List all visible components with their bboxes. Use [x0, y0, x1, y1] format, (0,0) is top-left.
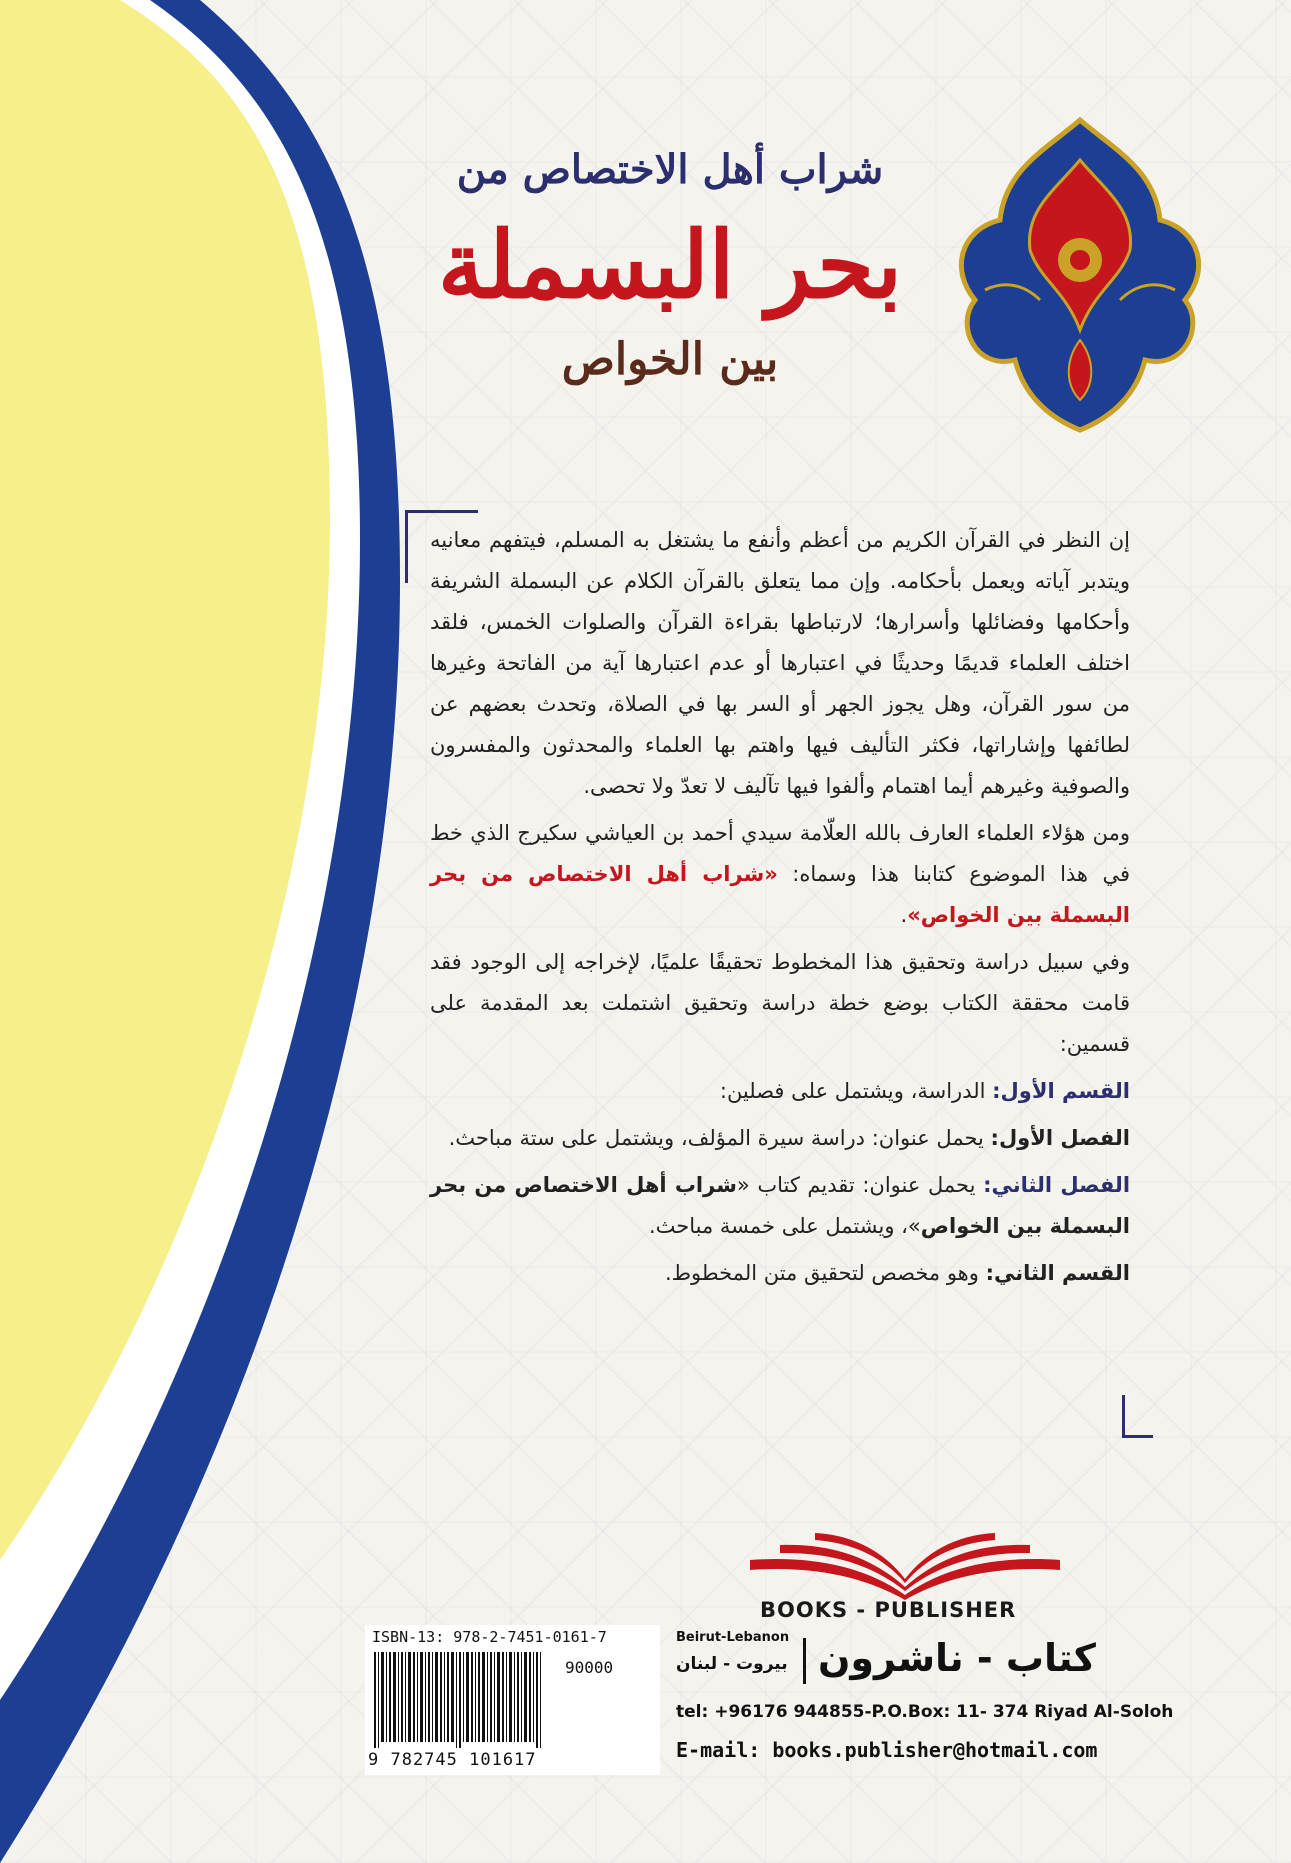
- section-2-text: وهو مخصص لتحقيق متن المخطوط.: [664, 1261, 986, 1285]
- barcode-number: 9 782745 101617: [368, 1750, 537, 1770]
- chapter-2-item: [430, 1165, 1130, 1247]
- title-line-3: بين الخواص: [561, 334, 779, 385]
- chapter-2-text-b: »، ويشتمل على خمسة مباحث.: [648, 1214, 921, 1238]
- section-2-label: القسم الثاني:: [985, 1261, 1130, 1285]
- section-1-label: القسم الأول:: [992, 1079, 1130, 1103]
- chapter-1-item: [430, 1118, 1130, 1159]
- floral-ornament-icon: [945, 110, 1215, 440]
- text-frame-corner-bottom: [1122, 1395, 1153, 1438]
- blurb-text: [430, 520, 1130, 1300]
- title-line-1: شراب أهل الاختصاص من: [456, 146, 884, 193]
- blurb-paragraph-2-text: ومن هؤلاء العلماء العارف بالله العلّامة سيدي أحمد بن العياشي سكيرج الذي خط في هذا الموضوع كتابنا هذا وسماه:: [430, 821, 1131, 886]
- barcode-icon: [372, 1648, 552, 1748]
- chapter-2-label: الفصل الثاني:: [983, 1173, 1131, 1197]
- chapter-2-title: شراب أهل الاختصاص من بحر البسملة بين الخواص: [430, 1173, 1130, 1238]
- isbn-label: ISBN-13: 978-2-7451-0161-7: [372, 1628, 607, 1646]
- publisher-name-ar: كتاب - ناشرون: [818, 1636, 1096, 1680]
- publisher-name-en: BOOKS - PUBLISHER: [760, 1598, 1017, 1622]
- section-1-item: [430, 1071, 1130, 1112]
- publisher-city-ar: بيروت - لبنان: [676, 1654, 788, 1674]
- blurb-paragraph-2-end: .: [900, 903, 908, 927]
- section-2-item: [430, 1253, 1130, 1294]
- blurb-paragraph-3: وفي سبيل دراسة وتحقيق هذا المخطوط تحقيقًا علميًا، لإخراجه إلى الوجود فقد قامت محققة الكتاب بوضع خطة دراسة وتحقيق اشتملت بعد المقدمة على قسمين:: [430, 950, 1130, 1056]
- chapter-1-label: الفصل الأول:: [990, 1126, 1130, 1150]
- price-code: 90000: [565, 1658, 614, 1677]
- publisher-separator: [803, 1638, 806, 1684]
- section-1-text: الدراسة، ويشتمل على فصلين:: [719, 1079, 993, 1103]
- book-title-quote: «شراب أهل الاختصاص من بحر البسملة بين الخواص»: [430, 862, 1130, 927]
- publisher-phone: tel: +96176 944855-P.O.Box: 11- 374 Riyad Al-Soloh: [676, 1702, 1174, 1722]
- blurb-paragraph-2: [430, 813, 1130, 936]
- publisher-email: E-mail: books.publisher@hotmail.com: [676, 1738, 1098, 1762]
- book-title: [420, 140, 920, 390]
- chapter-2-text-a: يحمل عنوان: تقديم كتاب «: [736, 1173, 984, 1197]
- open-book-logo-icon: [740, 1525, 1070, 1600]
- blurb-paragraph-1: إن النظر في القرآن الكريم من أعظم وأنفع ما يشتغل به المسلم، فيتفهم معانيه ويتدبر آياته ويعمل بأحكامه. وإن مما يتعلق بالقرآن الكلام عن البسملة الشريفة وأحكامها وفضائلها وأسرارها؛ لارتباطها بقراءة القرآن والصلوات الخمس، فلقد اختلف العلماء قديمًا وحديثًا في اعتبارها أو عدم اعتبارها آية من الفاتحة وغيرها من سور القرآن، وهل يجوز الجهر أو السر بها في الصلاة، وتحدث بعضهم عن لطائفها وإشاراتها، فكثر التأليف فيها واهتم بها العلماء والمحدثون والمفسرون والصوفية وغيرهم أيما اهتمام وألفوا فيها تآليف لا تعدّ ولا تحصى.: [430, 528, 1130, 798]
- chapter-1-text: يحمل عنوان: دراسة سيرة المؤلف، ويشتمل على ستة مباحث.: [448, 1126, 991, 1150]
- publisher-city-en: Beirut-Lebanon: [676, 1630, 790, 1645]
- title-line-2: بحر البسملة: [437, 211, 903, 319]
